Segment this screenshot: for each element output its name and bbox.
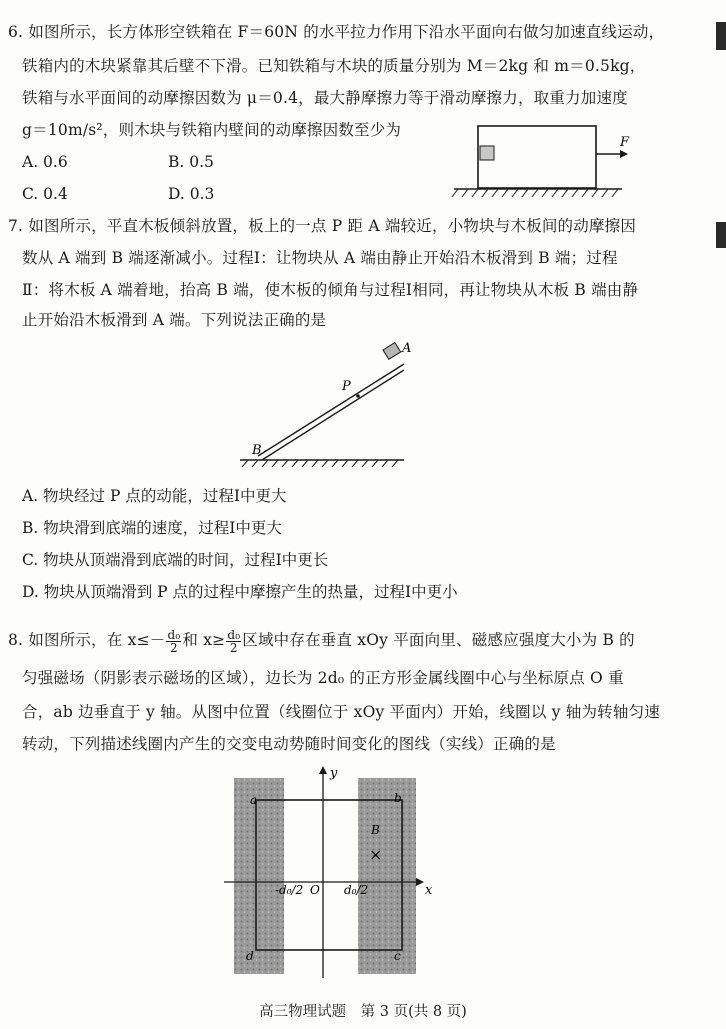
arrow-head-icon — [620, 150, 628, 158]
q7-line-2: 数从 A 端到 B 端逐渐减小。过程Ⅰ：让物块从 A 端由静止开始沿木板滑到 B 端；过程 — [22, 249, 618, 267]
q7-option-c: C. 物块从顶端滑到底端的时间，过程Ⅰ中更长 — [22, 551, 329, 569]
fraction-numerator: d₀ — [227, 627, 241, 642]
label-y: y — [330, 766, 338, 781]
fraction-neg-half-d0 — [166, 629, 181, 654]
q7-option-a: A. 物块经过 P 点的动能，过程Ⅰ中更大 — [22, 487, 287, 505]
q8-line-3: 合，ab 边垂直于 y 轴。从图中位置（线圈位于 xOy 平面内）开始，线圈以 y 轴为转轴匀速 — [22, 703, 660, 721]
inclined-board — [258, 364, 404, 460]
field-region-right — [358, 778, 416, 974]
ground-hatch — [452, 189, 618, 197]
label-p: P — [342, 379, 351, 394]
field-into-page-icon: × — [369, 845, 383, 864]
q7-figure-incline — [238, 336, 412, 468]
q8-figure-magnetic-field — [222, 764, 442, 980]
label-a: a — [250, 793, 258, 807]
q8-line-4: 转动，下列描述线圈内产生的交变电动势随时间变化的图线（实线）正确的是 — [22, 735, 556, 753]
label-d: d — [246, 949, 254, 963]
q6-option-a: A. 0.6 — [22, 153, 68, 171]
label-b: b — [394, 791, 402, 805]
y-axis-arrow-icon — [319, 766, 327, 774]
label-origin: O — [310, 883, 320, 897]
ground-hatch — [242, 460, 398, 467]
q6-line-3: 铁箱与水平面间的动摩擦因数为 μ＝0.4，最大静摩擦力等于滑动摩擦力，取重力加速度 — [22, 89, 628, 107]
field-region-left — [234, 778, 284, 974]
binder-mark-bottom — [716, 222, 726, 248]
q8-line-1-part-c: 区域中存在垂直 xOy 平面向里、磁感应强度大小为 B 的 — [242, 631, 635, 649]
fraction-pos-half-d0 — [226, 629, 241, 654]
label-b: B — [252, 443, 262, 458]
q6-option-b: B. 0.5 — [168, 153, 214, 171]
small-block — [383, 343, 401, 360]
q7-option-b: B. 物块滑到底端的速度，过程Ⅰ中更大 — [22, 519, 282, 537]
q6-line-2: 铁箱内的木块紧靠其后壁不下滑。已知铁箱与木块的质量分别为 M＝2kg 和 m＝0.5kg， — [22, 57, 646, 75]
page-footer: 高三物理试题 第 3 页(共 8 页) — [259, 1004, 467, 1020]
q8-line-2: 匀强磁场（阴影表示磁场的区域），边长为 2d₀ 的正方形金属线圈中心与坐标原点 O 重 — [22, 669, 624, 687]
q6-line-4: g＝10m/s²，则木块与铁箱内壁间的动摩擦因数至少为 — [22, 121, 402, 139]
q6-line-1: 6. 如图所示，长方体形空铁箱在 F＝60N 的水平拉力作用下沿水平面向右做匀加速直线运动， — [8, 23, 665, 41]
q6-option-c: C. 0.4 — [22, 185, 68, 203]
q7-line-3: Ⅱ：将木板 A 端着地，抬高 B 端，使木板的倾角与过程Ⅰ相同，再让物块从木板 B 端由静 — [22, 281, 639, 299]
label-x: x — [425, 883, 433, 898]
point-p — [356, 394, 360, 398]
label-neg-half-d0: -d₀/2 — [275, 883, 304, 897]
force-label: F — [620, 135, 630, 150]
x-axis-arrow-icon — [416, 878, 424, 886]
q7-option-d: D. 物块从顶端滑到 P 点的过程中摩擦产生的热量，过程Ⅰ中更小 — [22, 583, 458, 601]
q7-line-1: 7. 如图所示，平直木板倾斜放置，板上的一点 P 距 A 端较近，小物块与木板间的动摩擦因 — [8, 217, 637, 235]
iron-box — [478, 126, 596, 188]
fraction-numerator: d₀ — [167, 627, 181, 642]
q8-line-1 — [8, 620, 635, 660]
q8-line-1-part-b: 和 x≥ — [182, 631, 226, 649]
q6-figure-iron-box — [452, 120, 642, 202]
label-pos-half-d0: d₀/2 — [344, 883, 369, 897]
q7-line-4: 止开始沿木板滑到 A 端。下列说法正确的是 — [22, 311, 327, 329]
wood-block — [480, 146, 494, 160]
label-field-b: B — [371, 823, 380, 837]
binder-mark-top — [716, 22, 726, 50]
label-a: A — [402, 341, 412, 356]
q8-line-1-part-a: 8. 如图所示，在 x≤－ — [8, 631, 166, 649]
label-c: c — [394, 949, 401, 963]
q6-option-d: D. 0.3 — [168, 185, 215, 203]
fraction-denominator: 2 — [229, 640, 238, 655]
fraction-denominator: 2 — [170, 640, 178, 655]
